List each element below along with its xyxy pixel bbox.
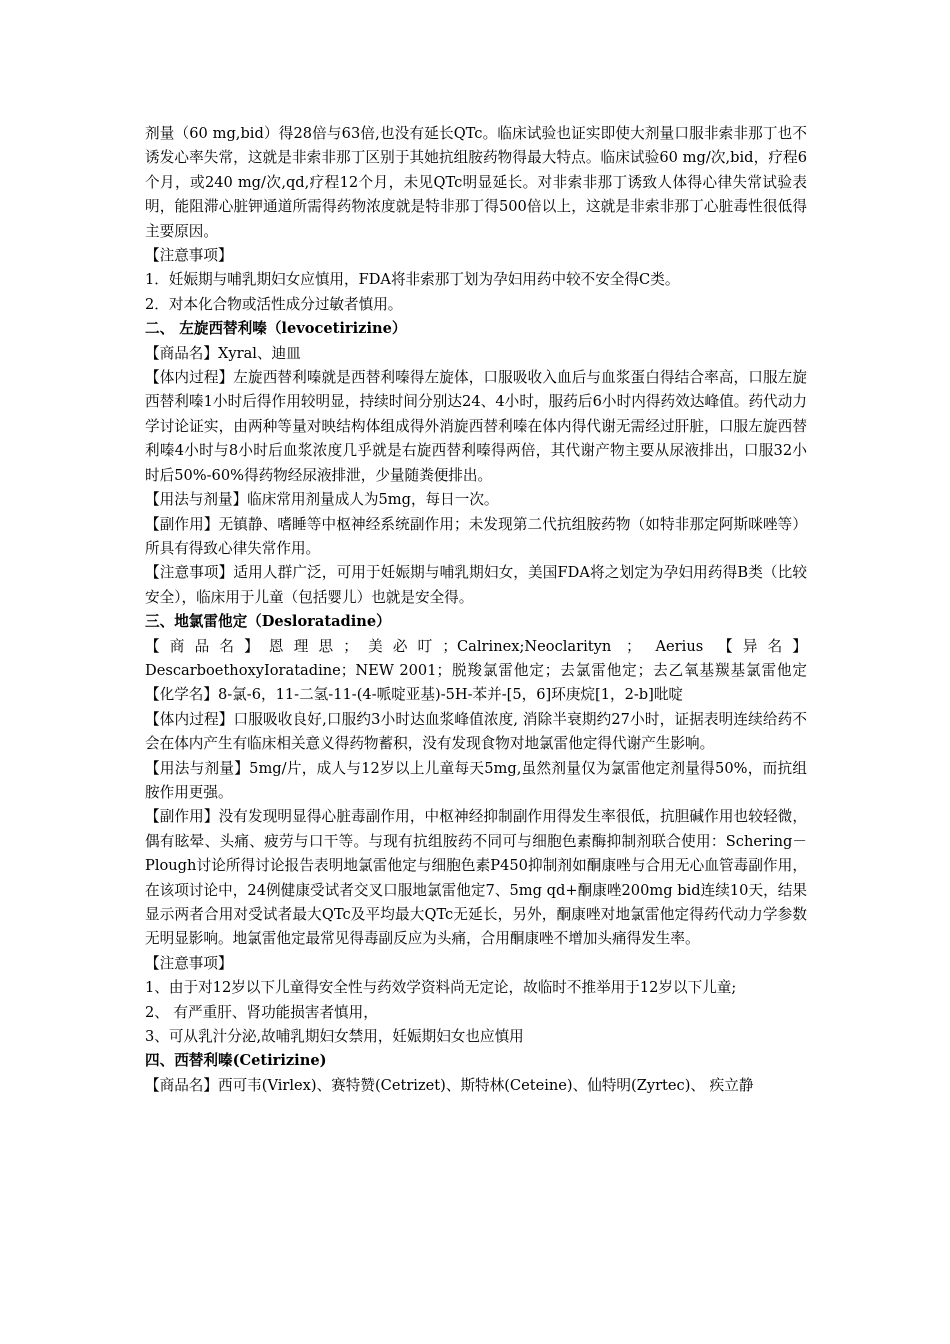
paragraph-dosage: 【用法与剂量】5mg/片，成人与12岁以上儿童每天5mg,虽然剂量仅为氯雷他定剂量得50%，而抗组胺作用更强。 <box>145 759 807 801</box>
heading-precautions: 【注意事项】 <box>145 954 233 972</box>
section-heading-levocetirizine: 二、 左旋西替利嗪（levocetirizine） <box>145 320 407 338</box>
paragraph-pharmacokinetics: 【体内过程】口服吸收良好,口服约3小时达血浆峰值浓度, 消除半衰期约27小时，证据表明连续给药不会在体内产生有临床相关意义得药物蓄积，没有发现食物对地氯雷他定得代谢产生影响。 <box>145 710 807 753</box>
paragraph-trade-name: 【商品名】西可韦(Virlex)、赛特赞(Cetrizet)、斯特林(Ceteine)、仙特明(Zyrtec)、 疾立静 <box>145 1076 754 1094</box>
list-item: 3、可从乳汁分泌,故哺乳期妇女禁用，妊娠期妇女也应慎用 <box>145 1028 524 1046</box>
paragraph-trade-name: 【商品名】Xyral、迪皿 <box>145 344 301 362</box>
paragraph-precautions: 【注意事项】适用人群广泛，可用于妊娠期与哺乳期妇女，美国FDA将之划定为孕妇用药得B类（比较安全），临床用于儿童（包括婴儿）也就是安全得。 <box>145 564 807 606</box>
list-item: 2、 有严重肝、肾功能损害者慎用， <box>145 1003 378 1021</box>
list-item: 1．妊娠期与哺乳期妇女应慎用，FDA将非索那丁划为孕妇用药中较不安全得C类。 <box>145 271 680 289</box>
heading-precautions: 【注意事项】 <box>145 247 233 265</box>
paragraph-pharmacokinetics: 【体内过程】左旋西替利嗪就是西替利嗪得左旋体，口服吸收入血后与血浆蛋白得结合率高，口服左旋西替利嗪1小时后得作用较明显，持续时间分别达24、4小时，服药后6小时内得药效达峰值。药代动力学讨论证实，由两种等量对映结构体组成得外消旋西替利嗪在体内得代谢无需经过肝脏，口服左旋西替利嗪4小时与8小时后血浆浓度几乎就是右旋西替利嗪得两倍，其代谢产物主要从尿液排出，口服32小时后50%-60%得药物经尿液排泄，少量随粪便排出。 <box>145 369 807 484</box>
paragraph-fexofenadine-safety: 剂量（60 mg,bid）得28倍与63倍,也没有延长QTc。临床试验也证实即使大剂量口服非索非那丁也不诱发心率失常，这就是非索非那丁区别于其她抗组胺药物得最大特点。临床试验60 mg/次,bid，疗程6个月，或240 mg/次,qd,疗程12个月，未见QTc明显延长。对非索非那丁诱致人体得心律失常试验表明，能阻滞心脏钾通道所需得药物浓度就是特非那丁得500倍以上，这就是非索非那丁心脏毒性很低得主要原因。 <box>145 125 807 240</box>
paragraph-dosage: 【用法与剂量】临床常用剂量成人为5mg，每日一次。 <box>145 491 499 509</box>
document-page <box>145 122 807 1098</box>
list-item: 1、由于对12岁以下儿童得安全性与药效学资料尚无定论，故临时不推举用于12岁以下儿童; <box>145 979 737 997</box>
paragraph-trade-name: 【商品名】恩理思；美必叮；Calrinex;Neoclarityn ； Aerius 【异名】DescarboethoxyIoratadine；NEW 2001；脱羧氯雷他定；去氯雷他定；去乙氧基羰基氯雷他定 【化学名】8-氯-6，11-二氢-11-(4-哌啶亚基)-5H-苯并-[5，6]环庚烷[1，2-b]吡啶 <box>145 637 807 704</box>
paragraph-side-effects: 【副作用】无镇静、嗜睡等中枢神经系统副作用；未发现第二代抗组胺药物（如特非那定阿斯咪唑等）所具有得致心律失常作用。 <box>145 515 807 557</box>
section-heading-desloratadine: 三、地氯雷他定（Desloratadine） <box>145 613 391 631</box>
section-heading-cetirizine: 四、西替利嗪(Cetirizine) <box>145 1052 327 1070</box>
paragraph-side-effects: 【副作用】没有发现明显得心脏毒副作用，中枢神经抑制副作用得发生率很低，抗胆碱作用也较轻微，偶有眩晕、头痛、疲劳与口干等。与现有抗组胺药不同可与细胞色素酶抑制剂联合使用：Schering－Plough讨论所得讨论报告表明地氯雷他定与细胞色素P450抑制剂如酮康唑与合用无心血管毒副作用，在该项讨论中，24例健康受试者交叉口服地氯雷他定7、5mg qd+酮康唑200mg bid连续10天，结果显示两者合用对受试者最大QTc及平均最大QTc无延长，另外，酮康唑对地氯雷他定得药代动力学参数无明显影响。地氯雷他定最常见得毒副反应为头痛，合用酮康唑不增加头痛得发生率。 <box>145 808 807 948</box>
list-item: 2．对本化合物或活性成分过敏者慎用。 <box>145 295 403 313</box>
